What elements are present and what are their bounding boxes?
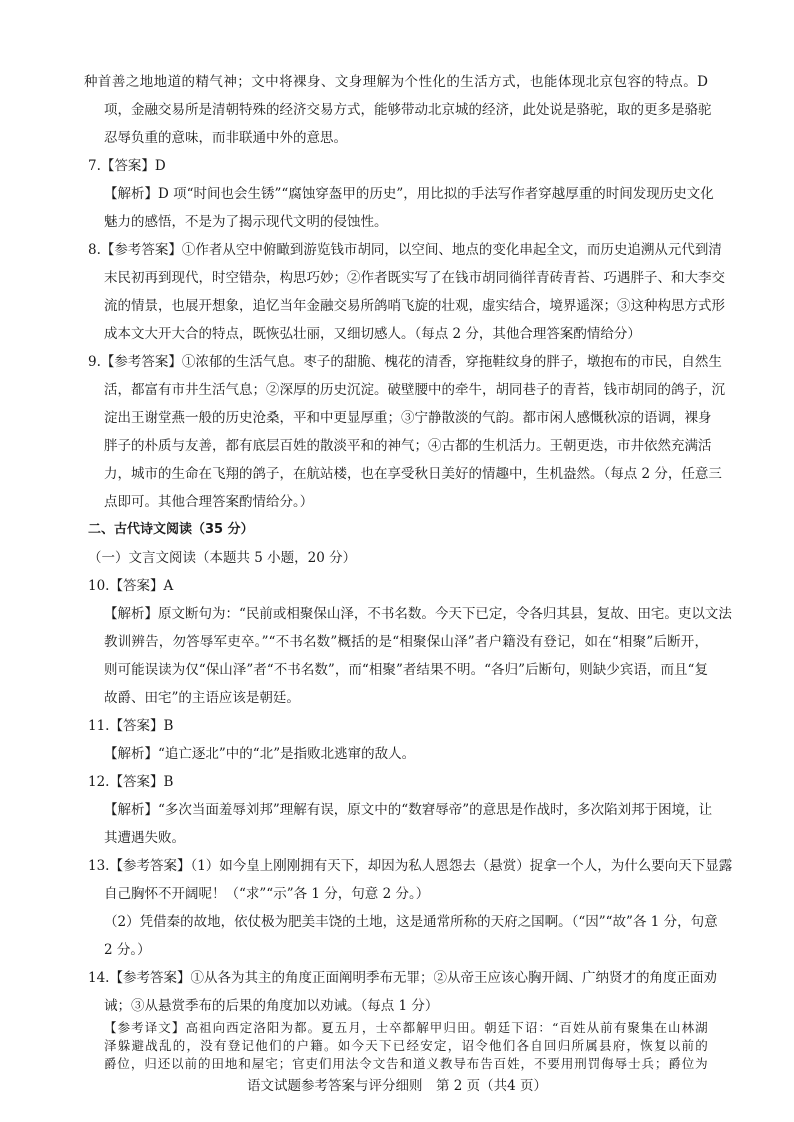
text-line: 胖子的朴质与友善，都有底层百姓的散淡平和的神气；④古都的生机活力。王朝更迭，市井依然充满活 bbox=[104, 438, 712, 454]
answer-heading: 7.【答案】D bbox=[88, 158, 166, 174]
text-line: 魅力的感悟，不是为了揭示现代文明的侵蚀性。 bbox=[104, 214, 388, 230]
text-line: 成本文大开大合的特点，既恢弘壮丽，又细切感人。（每点 2 分，其他合理答案酌情给分） bbox=[104, 326, 641, 342]
text-line: 【解析】D 项“时间也会生锈”“腐蚀穿盔甲的历史”，用比拟的手法写作者穿越厚重的时间发现历史文化 bbox=[104, 186, 714, 202]
text-line: 自己胸怀不开阔呢！（“求”“示”各 1 分，句意 2 分。） bbox=[104, 886, 430, 902]
text-line: 其遭遇失败。 bbox=[104, 830, 185, 846]
text-line: 2 分。） bbox=[104, 942, 151, 958]
answer-heading: 11.【答案】B bbox=[88, 718, 174, 734]
answer-heading: 12.【答案】B bbox=[88, 774, 174, 790]
translation-line: 爵位，归还以前的田地和屋宅；官吏们用法令文告和道义教导布告百姓，不要用刑罚侮辱士兵；爵位为 bbox=[104, 1056, 708, 1071]
text-line: 流的情景，也展开想象，追忆当年金融交易所鸽哨飞旋的壮观，虚实结合，境界遥深；③这种构思方式形 bbox=[104, 298, 725, 314]
text-line: 【解析】“追亡逐北”中的“北”是指败北逃窜的敌人。 bbox=[104, 746, 416, 762]
answer-heading: 13.【参考答案】（1）如今皇上刚刚拥有天下，却因为私人恩怨去（悬赏）捉拿一个人，为什么要向天下显露 bbox=[88, 858, 733, 874]
answer-heading: 8.【参考答案】①作者从空中俯瞰到游览钱市胡同，以空间、地点的变化串起全文，而历史追溯从元代到清 bbox=[88, 242, 722, 258]
text-line: 点即可。其他合理答案酌情给分。） bbox=[104, 494, 314, 510]
text-line: 项，金融交易所是清朝特殊的经济交易方式，能够带动北京城的经济，此处说是骆驼，取的更多是骆驼 bbox=[104, 102, 712, 118]
page-footer: 语文试题参考答案与评分细则 第 2 页（共4 页） bbox=[246, 1078, 548, 1094]
text-line: 末民初再到现代，时空错杂，构思巧妙；②作者既实写了在钱市胡同徜徉青砖青苔、巧遇胖子、和大李交 bbox=[104, 270, 725, 286]
text-line: （2）凭借秦的故地，依仗极为肥美丰饶的土地，这是通常所称的天府之国啊。（“因”“故”各 1 分，句意 bbox=[104, 914, 718, 930]
text-line: 力，城市的生命在飞翔的鸽子，在航站楼，也在享受秋日美好的情趣中，生机盎然。（每点 2 分，任意三 bbox=[104, 466, 722, 482]
answer-heading: 14.【参考答案】①从各为其主的角度正面阐明季布无罪；②从帝王应该心胸开阔、广纳贤才的角度正面劝 bbox=[88, 970, 717, 986]
text-line: 教训辨告，勿答辱军吏卒。”“不书名数”概括的是“相聚保山泽”者户籍没有登记，如在“相聚”后断开， bbox=[104, 634, 708, 650]
section-heading: 二、古代诗文阅读（35 分） bbox=[88, 522, 254, 537]
answer-heading: 9.【参考答案】①浓郁的生活气息。枣子的甜脆、槐花的清香，穿拖鞋纹身的胖子，墩抱布的市民，自然生 bbox=[88, 354, 722, 370]
text-line: 则可能误读为仅“保山泽”者“不书名数”，而“相聚”者结果不明。“各归”后断句，则缺少宾语，而且“复 bbox=[104, 662, 708, 678]
text-line: 【解析】“多次当面羞辱刘邦”理解有误，原文中的“数窘辱帝”的意思是作战时，多次陷刘邦于困境，让 bbox=[104, 802, 713, 818]
text-line: 淀出王谢堂燕一般的历史沧桑，平和中更显厚重；③宁静散淡的气韵。都市闲人感慨秋凉的语调，裸身 bbox=[104, 410, 712, 426]
text-line: 种首善之地地道的精气神；文中将裸身、文身理解为个性化的生活方式，也能体现北京包容的特点。D bbox=[84, 74, 708, 90]
text-line: 活，都富有市井生活气息；②深厚的历史沉淀。破壁腰中的牵牛，胡同巷子的青苔，钱市胡同的鸽子，沉 bbox=[104, 382, 725, 398]
text-line: 【解析】原文断句为：“民前或相聚保山泽，不书名数。今天下已定，令各归其县，复故、田宅。吏以文法 bbox=[104, 606, 732, 622]
translation-line: 泽躲避战乱的，没有登记他们的户籍。如今天下已经安定，诏令他们各自回归所属县府，恢复以前的 bbox=[104, 1038, 708, 1053]
text-line: 诫；③从悬赏季布的后果的角度加以劝诫。（每点 1 分） bbox=[104, 998, 439, 1014]
subsection-heading: （一）文言文阅读（本题共 5 小题，20 分） bbox=[88, 550, 357, 566]
translation-line: 【参考译文】高祖向西定洛阳为都。夏五月，士卒都解甲归田。朝廷下诏：“百姓从前有聚集在山林湖 bbox=[104, 1020, 708, 1035]
text-line: 故爵、田宅”的主语应该是朝廷。 bbox=[104, 690, 300, 706]
text-line: 忍辱负重的意味，而非联通中外的意思。 bbox=[104, 130, 347, 146]
answer-heading: 10.【答案】A bbox=[88, 578, 174, 594]
